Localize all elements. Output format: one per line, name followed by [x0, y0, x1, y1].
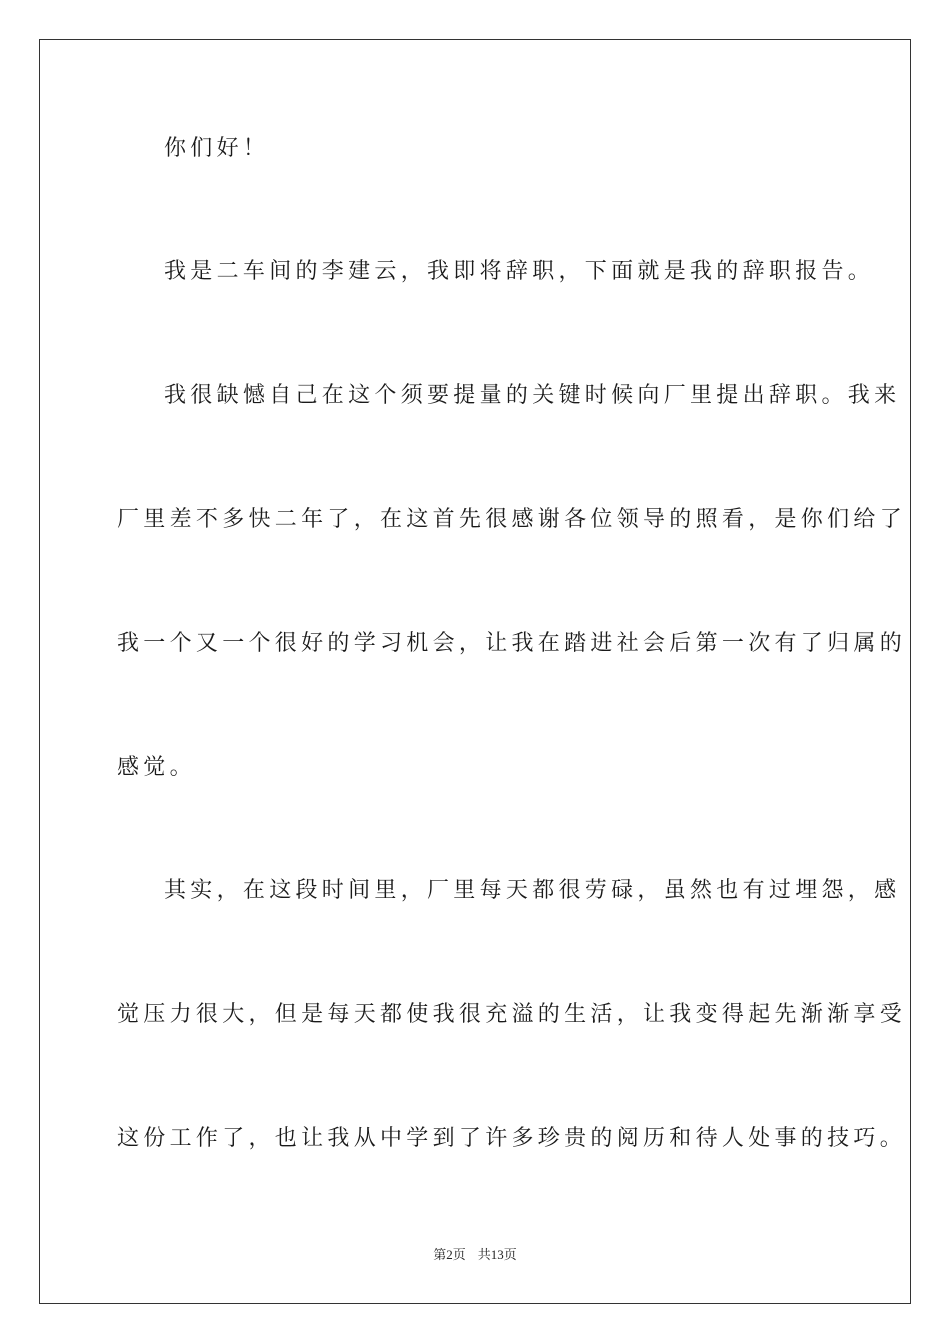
paragraph-line: 我是二车间的李建云，我即将辞职，下面就是我的辞职报告。: [164, 259, 875, 284]
greeting-line: 你们好！: [164, 136, 270, 161]
page-footer: [0, 1244, 950, 1263]
paragraph-line: 厂里差不多快二年了，在这首先很感谢各位领导的照看，是你们给了: [117, 507, 907, 532]
page-number: 第2页: [433, 1247, 466, 1262]
paragraph-line: 其实，在这段时间里，厂里每天都很劳碌，虽然也有过埋怨，感: [164, 878, 901, 903]
paragraph-line: 我很缺憾自己在这个须要提量的关键时候向厂里提出辞职。我来: [164, 383, 901, 408]
page-border: [39, 39, 911, 1304]
paragraph-line: 觉压力很大，但是每天都使我很充溢的生活，让我变得起先渐渐享受: [117, 1002, 907, 1027]
paragraph-line: 我一个又一个很好的学习机会，让我在踏进社会后第一次有了归属的: [117, 631, 907, 656]
paragraph-line: 这份工作了，也让我从中学到了许多珍贵的阅历和待人处事的技巧。: [117, 1126, 907, 1151]
paragraph-line: 感觉。: [117, 755, 196, 780]
page-total: 共13页: [477, 1247, 517, 1262]
